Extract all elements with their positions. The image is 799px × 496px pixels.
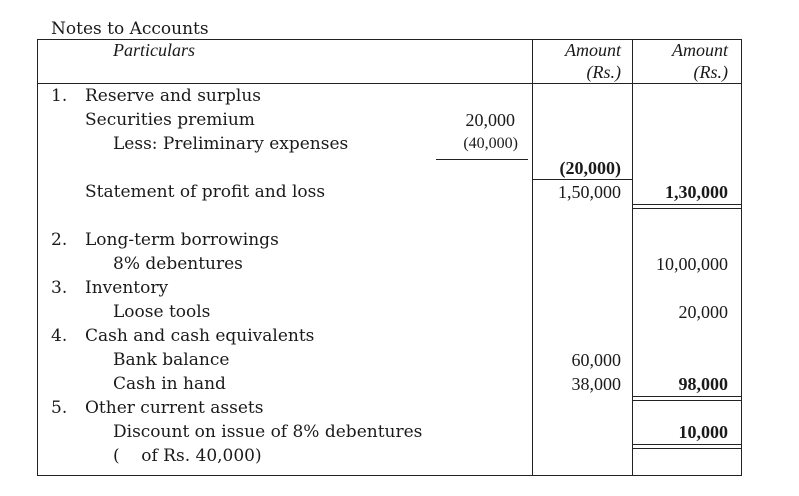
- note-number: 2.: [51, 230, 68, 250]
- note-heading: Other current assets: [85, 398, 264, 418]
- row-label: 8% debentures: [113, 254, 243, 274]
- total-double-rule-top: [633, 396, 741, 397]
- total-value: 10,000: [678, 422, 728, 442]
- note-number: 5.: [51, 398, 68, 418]
- amount-header-2: Amount: [672, 40, 728, 60]
- row-value: 38,000: [571, 374, 621, 394]
- row-value: (20,000): [559, 158, 621, 178]
- row-value: 60,000: [571, 350, 621, 370]
- total-double-rule-bottom: [633, 400, 741, 401]
- note-heading: Cash and cash equivalents: [85, 326, 315, 346]
- right-border: [741, 39, 742, 476]
- row-label: Loose tools: [113, 302, 211, 322]
- row-label: Less: Preliminary expenses: [113, 134, 349, 154]
- particulars-header: Particulars: [113, 40, 196, 60]
- note-heading: Long-term borrowings: [85, 230, 279, 250]
- row-note: ( of Rs. 40,000): [113, 446, 262, 466]
- note-heading: Reserve and surplus: [85, 86, 262, 106]
- total-double-rule-bottom: [633, 448, 741, 449]
- table-title: Notes to Accounts: [51, 19, 209, 39]
- note-number: 3.: [51, 278, 68, 298]
- note-heading: Inventory: [85, 278, 169, 298]
- bottom-border: [37, 475, 742, 476]
- header-bottom-border: [37, 83, 742, 84]
- row-value: 20,000: [465, 110, 515, 130]
- amount-unit-2: (Rs.): [693, 62, 728, 82]
- row-value: (40,000): [463, 135, 518, 152]
- column-divider-1: [532, 39, 533, 476]
- row-label: Discount on issue of 8% debentures: [113, 422, 423, 442]
- amount-header-1: Amount: [565, 40, 621, 60]
- note-number: 4.: [51, 326, 68, 346]
- note-number: 1.: [51, 86, 68, 106]
- total-value: 1,30,000: [665, 182, 728, 202]
- total-double-rule-top: [633, 444, 741, 445]
- amount-unit-1: (Rs.): [586, 62, 621, 82]
- row-label: Cash in hand: [113, 374, 226, 394]
- total-double-rule-top: [633, 204, 741, 205]
- row-value: 10,00,000: [656, 254, 728, 274]
- subtotal-underline: [533, 179, 632, 180]
- row-value: 20,000: [678, 302, 728, 322]
- total-value: 98,000: [678, 374, 728, 394]
- row-label: Securities premium: [85, 110, 255, 130]
- row-label: Bank balance: [113, 350, 230, 370]
- row-value: 1,50,000: [558, 182, 621, 202]
- subtotal-rule: [436, 159, 528, 160]
- row-label: Statement of profit and loss: [85, 182, 326, 202]
- total-double-rule-bottom: [633, 208, 741, 209]
- left-border: [37, 39, 38, 476]
